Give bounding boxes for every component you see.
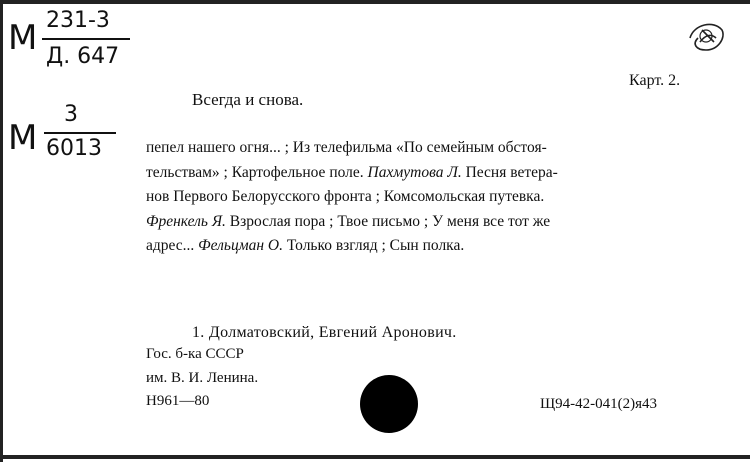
contents-line (146, 161, 706, 186)
shelfmark-1-denominator: Д. 647 (46, 44, 120, 69)
library-line-3: Н961—80 (146, 393, 210, 409)
library-line-1: Гос. б-ка СССР (146, 346, 244, 362)
shelfmark-2-prefix: М (8, 118, 39, 158)
bottom-border (0, 455, 750, 459)
ink-blot (360, 375, 418, 433)
contents-segment: нов Первого Белорусского фронта ; Комсомольская путевка. (146, 188, 545, 205)
card-number: Карт. 2. (629, 72, 681, 89)
contents-segment: адрес... (146, 237, 199, 254)
shelfmark-1-prefix: М (8, 18, 39, 58)
composer-name: Пахмутова Л. (367, 163, 462, 181)
shelfmark-1-numerator: 231-3 (46, 8, 110, 33)
catalog-code: Щ94-42-041(2)я43 (540, 396, 658, 412)
composer-name: Френкель Я. (146, 212, 226, 230)
shelfmark-2-divider (44, 132, 116, 134)
contents-text (146, 136, 706, 259)
shelfmark-1-divider (42, 38, 130, 40)
contents-line (146, 210, 706, 235)
composer-name: Фельцман О. (198, 237, 283, 254)
contents-line (146, 136, 706, 161)
contents-segment: тельствам» ; Картофельное поле. (146, 163, 368, 181)
contents-segment: Только взгляд ; Сын полка. (282, 237, 465, 254)
card-title: Всегда и снова. (192, 90, 304, 109)
author-line: 1. Долматовский, Евгений Аронович. (192, 324, 457, 341)
stamp-mark (684, 16, 728, 56)
shelfmark-2-denominator: 6013 (46, 136, 102, 161)
contents-segment: пепел нашего огня... ; Из телефильма «По семейным обстоя- (146, 139, 547, 156)
contents-line (146, 234, 706, 259)
library-line-2: им. В. И. Ленина. (146, 370, 259, 386)
left-border (0, 0, 3, 462)
shelfmark-2-numerator: 3 (64, 102, 78, 127)
top-border (0, 0, 750, 4)
contents-segment: Песня ветера- (461, 163, 558, 181)
contents-line (146, 185, 706, 210)
contents-segment: Взрослая пора ; Твое письмо ; У меня все тот же (225, 212, 551, 230)
